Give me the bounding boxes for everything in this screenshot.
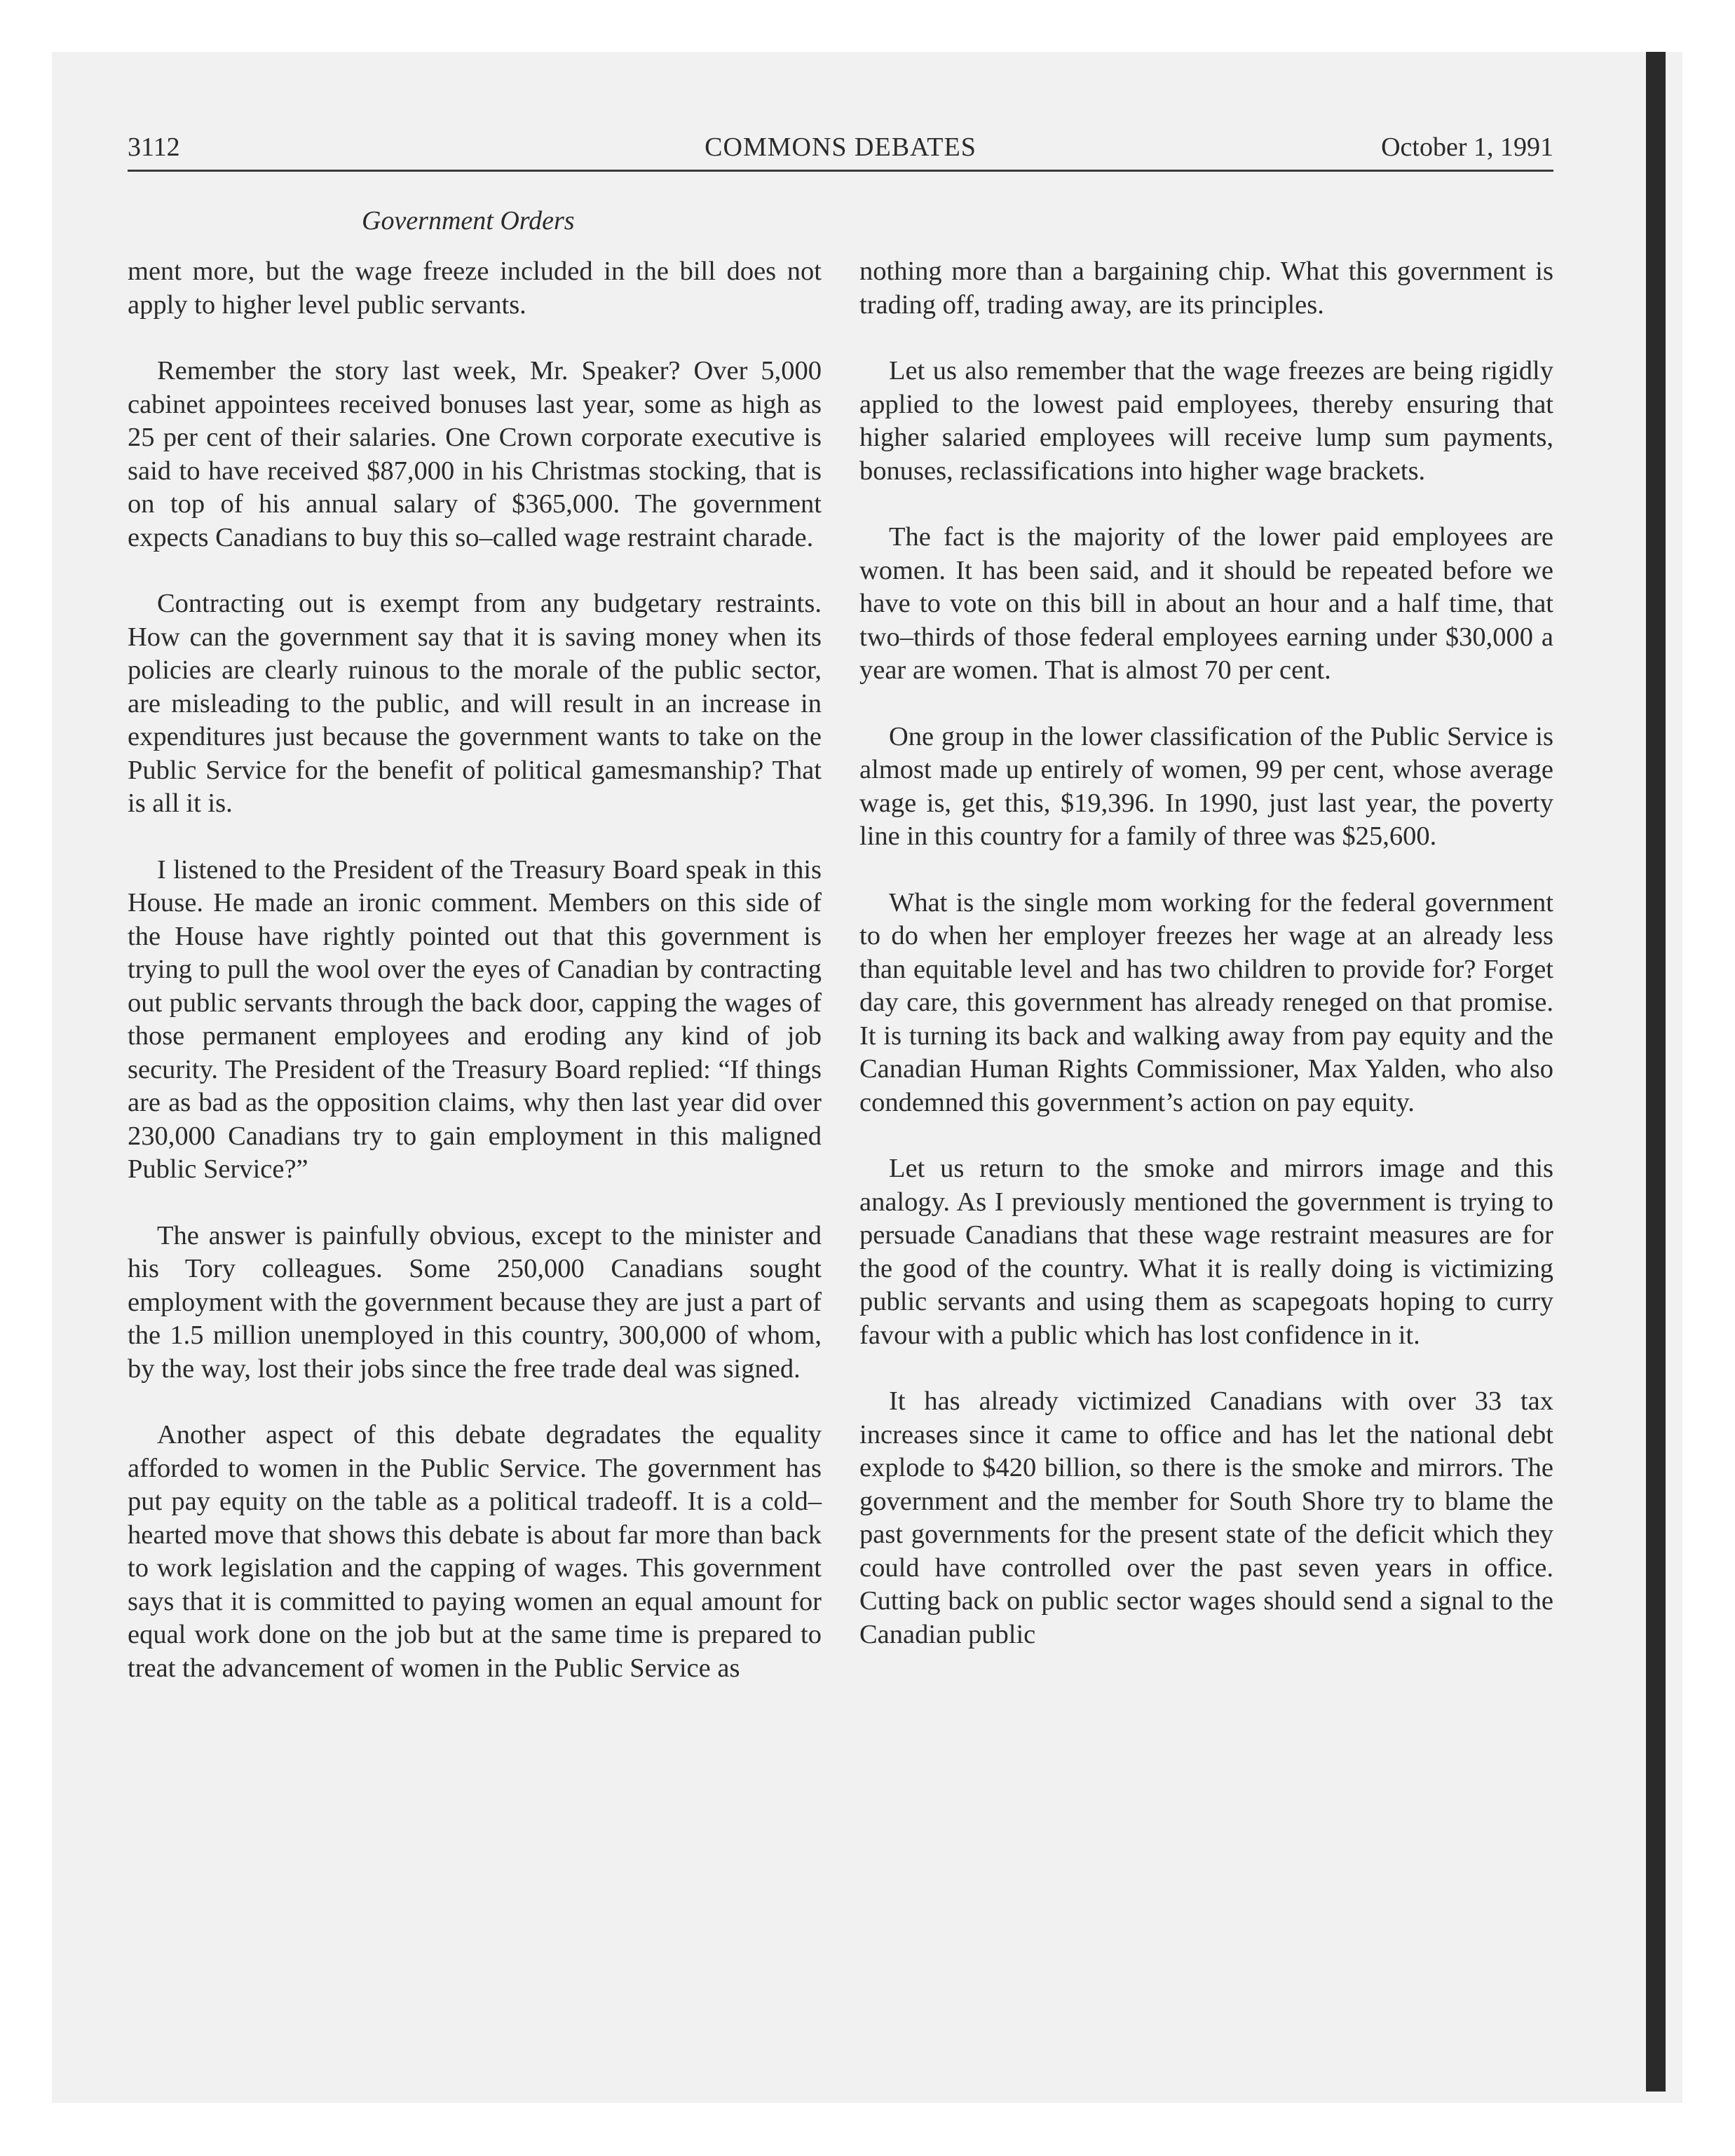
right-column [859, 255, 1553, 1684]
running-head [128, 126, 1553, 168]
paragraph: ment more, but the wage freeze included in the bill does not apply to higher level public servants. [128, 257, 822, 320]
paragraph: The answer is painfully obvious, except to the minister and his Tory colleagues. Some 250,000 Canadians sought employment with the government because they are just a part of the 1.5 million unemployed in this country, 300,000 of whom, by the way, lost their jobs since the free trade deal was signed. [128, 1220, 822, 1384]
paragraph: Let us also remember that the wage freezes are being rigidly applied to the lowest paid employees, thereby ensuring that higher salaried employees will receive lump sum payments, bonuses, reclassifications into higher wage brackets. [859, 356, 1553, 486]
header-rule [128, 170, 1553, 172]
paragraph: I listened to the President of the Treasury Board speak in this House. He made an ironic comment. Members on this side of the House have rightly pointed out that this government is trying to pull the wool over the eyes of Canadian by contracting out public servants through the back door, capping the wages of those permanent employees and eroding any kind of job security. The President of the Treasury Board replied: “If things are as bad as the opposition claims, why then last year did over 230,000 Canadians try to gain employment in this maligned Public Service?” [128, 854, 822, 1184]
paragraph: Another aspect of this debate degradates the equality afforded to women in the Public Service. The government has put pay equity on the table as a political tradeoff. It is a cold–hearted move that shows this debate is about far more than back to work legislation and the capping of wages. This government says that it is committed to paying women an equal amount for equal work done on the job but at the same time is prepared to treat the advancement of women in the Public Service as [128, 1420, 822, 1683]
paragraph: It has already victimized Canadians with over 33 tax increases since it came to office and has let the national debt explode to $420 billion, so there is the smoke and mirrors. The government and the member for South Shore try to blame the past governments for the present state of the deficit which they could have controlled over the past seven years in office. Cutting back on public sector wages should send a signal to the Canadian public [859, 1386, 1553, 1649]
page-number: 3112 [128, 132, 180, 162]
scan-edge-bar [1646, 52, 1666, 2092]
paragraph: Remember the story last week, Mr. Speaker? Over 5,000 cabinet appointees received bonuses last year, some as high as 25 per cent of their salaries. One Crown corporate executive is said to have received $87,000 in his Christmas stocking, that is on top of his annual salary of $365,000. The government expects Canadians to buy this so–called wage restraint charade. [128, 356, 822, 552]
issue-date: October 1, 1991 [1381, 132, 1553, 162]
journal-title: COMMONS DEBATES [705, 132, 977, 162]
left-column [128, 255, 822, 1718]
paragraph: Contracting out is exempt from any budgetary restraints. How can the government say that it is saving money when its policies are clearly ruinous to the morale of the public sector, are misleading to the public, and will result in an increase in expenditures just because the government wants to take on the Public Service for the benefit of political gamesmanship? That is all it is. [128, 589, 822, 818]
paragraph: One group in the lower classification of the Public Service is almost made up entirely of women, 99 per cent, whose average wage is, get this, $19,396. In 1990, just last year, the poverty line in this country for a family of three was $25,600. [859, 721, 1553, 851]
paragraph: nothing more than a bargaining chip. What this government is trading off, trading away, are its principles. [859, 257, 1553, 320]
paragraph: The fact is the majority of the lower paid employees are women. It has been said, and it should be repeated before we have to vote on this bill in about an hour and a half time, that two–thirds of those federal employees earning under $30,000 a year are women. That is almost 70 per cent. [859, 522, 1553, 685]
section-heading: Government Orders [362, 206, 575, 236]
paragraph: Let us return to the smoke and mirrors image and this analogy. As I previously mentioned the government is trying to persuade Canadians that these wage restraint measures are for the good of the country. What it is really doing is victimizing public servants and using them as scapegoats hoping to curry favour with a public which has lost confidence in it. [859, 1154, 1553, 1350]
paragraph: What is the single mom working for the federal government to do when her employer freezes her wage at an already less than equitable level and has two children to provide for? Forget day care, this government has already reneged on that promise. It is turning its back and walking away from pay equity and the Canadian Human Rights Commissioner, Max Yalden, who also condemned this government’s action on pay equity. [859, 887, 1553, 1117]
